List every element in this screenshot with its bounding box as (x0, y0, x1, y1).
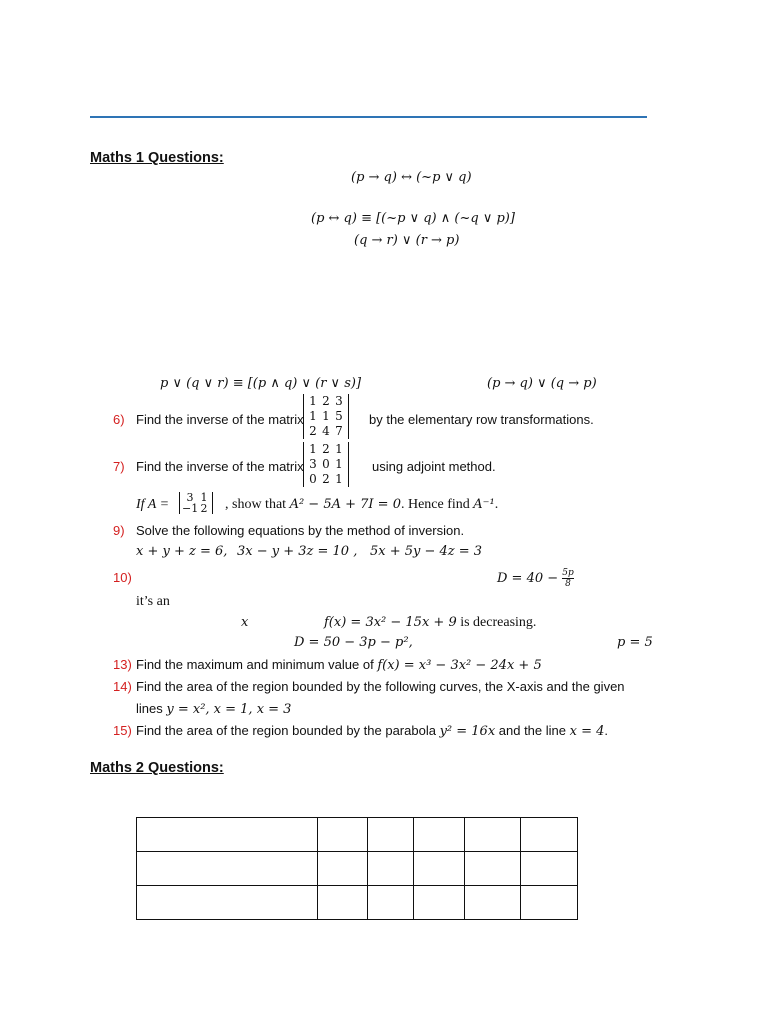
formula-4: p ∨ (q ∨ r) ≡ [(p ∧ q) ∨ (r ∨ s)] (160, 376, 362, 391)
q7-text: Find the inverse of the matrix (136, 459, 304, 474)
formula-5: (p → q) ∨ (q → p) (487, 376, 597, 391)
table-cell (137, 818, 318, 852)
table-cell (465, 886, 521, 920)
q9-eq2: 3x − y + 3z = 10 , (237, 544, 358, 559)
line-function: f(x) = 3x² − 15x + 9 is decreasing. (324, 615, 537, 630)
q10-number: 10) (113, 570, 132, 585)
line-p: p = 5 (617, 635, 653, 650)
table-cell (465, 852, 521, 886)
top-rule (90, 116, 647, 118)
table-cell (137, 886, 318, 920)
formula-1: (p → q) ↔ (~p ∨ q) (351, 170, 472, 185)
heading-maths-2: Maths 2 Questions: (90, 760, 224, 776)
table-cell (521, 818, 578, 852)
heading-maths-1: Maths 1 Questions: (90, 150, 224, 166)
table-cell (414, 852, 465, 886)
q6-matrix: 1 2 3 1 1 5 2 4 7 (303, 394, 349, 439)
q9-eq3: 5x + 5y − 4z = 3 (370, 544, 483, 559)
q15-text: Find the area of the region bounded by the parabola y² = 16x and the line x = 4. (136, 723, 608, 739)
table-cell (318, 886, 368, 920)
q10-fraction: $\frac{5p}{8}$ (562, 568, 574, 589)
table-cell (414, 818, 465, 852)
line-its-an: it’s an (136, 594, 170, 609)
q7-text-post: using adjoint method. (372, 459, 496, 474)
q8-matrix: 3 1 −1 2 (179, 492, 213, 514)
q7-number: 7) (113, 459, 125, 474)
q9-number: 9) (113, 523, 125, 538)
formula-3: (q → r) ∨ (r → p) (354, 233, 460, 248)
q9-text: Solve the following equations by the method of inversion. (136, 523, 465, 538)
table-cell (368, 886, 414, 920)
q14-number: 14) (113, 679, 132, 694)
table-cell (318, 852, 368, 886)
empty-table (136, 817, 578, 920)
table-cell (465, 818, 521, 852)
table-cell (318, 818, 368, 852)
line-x: x (241, 615, 249, 630)
table-row (137, 818, 578, 852)
formula-2: (p ↔ q) ≡ [(~p ∨ q) ∧ (~q ∨ p)] (311, 211, 515, 226)
q6-number: 6) (113, 412, 125, 427)
table-cell (521, 852, 578, 886)
table-cell (368, 852, 414, 886)
table-row (137, 886, 578, 920)
q10-eq: D = 40 − $\frac{5p}{8}$ (497, 568, 574, 589)
q14-text: Find the area of the region bounded by the following curves, the X-axis and the given (136, 679, 625, 694)
q13-number: 13) (113, 657, 132, 672)
q8-text-post: , show that A² − 5A + 7I = 0. Hence find A⁻¹. (225, 497, 499, 512)
table-cell (368, 818, 414, 852)
q13-text: Find the maximum and minimum value of f(x) = x³ − 3x² − 24x + 5 (136, 657, 542, 673)
line-D: D = 50 − 3p − p², (294, 635, 413, 650)
q6-text-post: by the elementary row transformations. (369, 412, 594, 427)
q7-matrix: 1 2 1 3 0 1 0 2 1 (303, 442, 349, 487)
q14-text-line2: lines y = x², x = 1, x = 3 (136, 701, 292, 717)
q15-number: 15) (113, 723, 132, 738)
table-cell (137, 852, 318, 886)
table-cell (521, 886, 578, 920)
table-row (137, 852, 578, 886)
q6-text: Find the inverse of the matrix (136, 412, 304, 427)
q8-text-pre: If A = (136, 497, 170, 512)
q9-eq1: x + y + z = 6, (136, 544, 228, 559)
table-cell (414, 886, 465, 920)
